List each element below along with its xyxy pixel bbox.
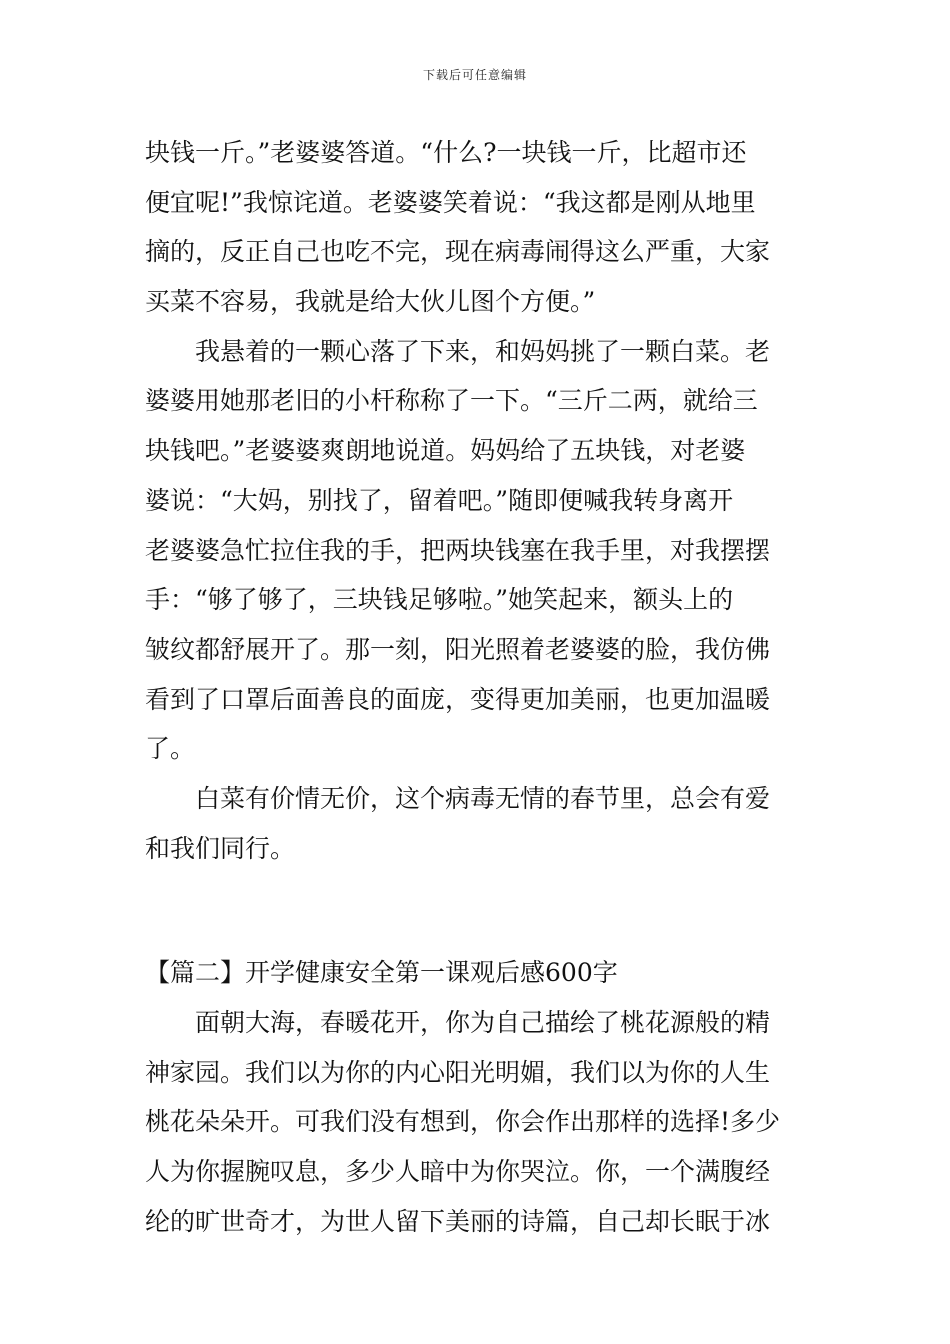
text-line: 了。: [145, 734, 196, 764]
text-line: 神家园。我们以为你的内心阳光明媚，我们以为你的人生: [145, 1057, 771, 1087]
text-line: 纶的旷世奇才，为世人留下美丽的诗篇，自己却长眠于冰: [145, 1206, 771, 1236]
section-title: 【篇二】开学健康安全第一课观后感600字: [145, 958, 618, 988]
text-line: 便宜呢!”我惊诧道。老婆婆笑着说：“我这都是刚从地里: [145, 187, 756, 217]
text-line: 手：“够了够了，三块钱足够啦。”她笑起来，额头上的: [145, 585, 734, 615]
text-line: 婆婆用她那老旧的小杆称称了一下。“三斤二两，就给三: [145, 386, 758, 416]
text-line: 老婆婆急忙拉住我的手，把两块钱塞在我手里，对我摆摆: [145, 535, 771, 565]
text-line: 人为你握腕叹息，多少人暗中为你哭泣。你，一个满腹经: [145, 1157, 771, 1187]
text-line: 买菜不容易，我就是给大伙儿图个方便。”: [145, 287, 596, 317]
text-line: 白菜有价情无价，这个病毒无情的春节里，总会有爱: [195, 783, 771, 813]
text-line: 块钱吧。”老婆婆爽朗地说道。妈妈给了五块钱，对老婆: [145, 436, 746, 466]
document-body: [145, 128, 810, 1246]
text-line: 皱纹都舒展开了。那一刻，阳光照着老婆婆的脸，我仿佛: [145, 634, 771, 664]
text-line: 摘的，反正自己也吃不完，现在病毒闹得这么严重，大家: [145, 237, 771, 267]
text-line: 面朝大海，春暖花开，你为自己描绘了桃花源般的精: [195, 1008, 771, 1037]
text-line: 看到了口罩后面善良的面庞，变得更加美丽，也更加温暖: [145, 684, 771, 714]
text-line: 和我们同行。: [145, 833, 296, 863]
text-line: 婆说：“大妈，别找了，留着吧。”随即便喊我转身离开: [145, 485, 734, 515]
paragraph-3: [145, 774, 810, 873]
section-2-paragraph: [145, 998, 810, 1246]
section-spacer: [145, 873, 810, 948]
text-line: 桃花朵朵开。可我们没有想到，你会作出那样的选择!多少: [145, 1107, 781, 1137]
text-line: 块钱一斤。”老婆婆答道。“什么?一块钱一斤，比超市还: [145, 138, 747, 167]
text-line: 我悬着的一颗心落了下来，和妈妈挑了一颗白菜。老: [195, 336, 771, 366]
page-header: 下载后可任意编辑: [422, 68, 527, 82]
paragraph-2: [145, 327, 810, 774]
paragraph-1: [145, 128, 810, 327]
